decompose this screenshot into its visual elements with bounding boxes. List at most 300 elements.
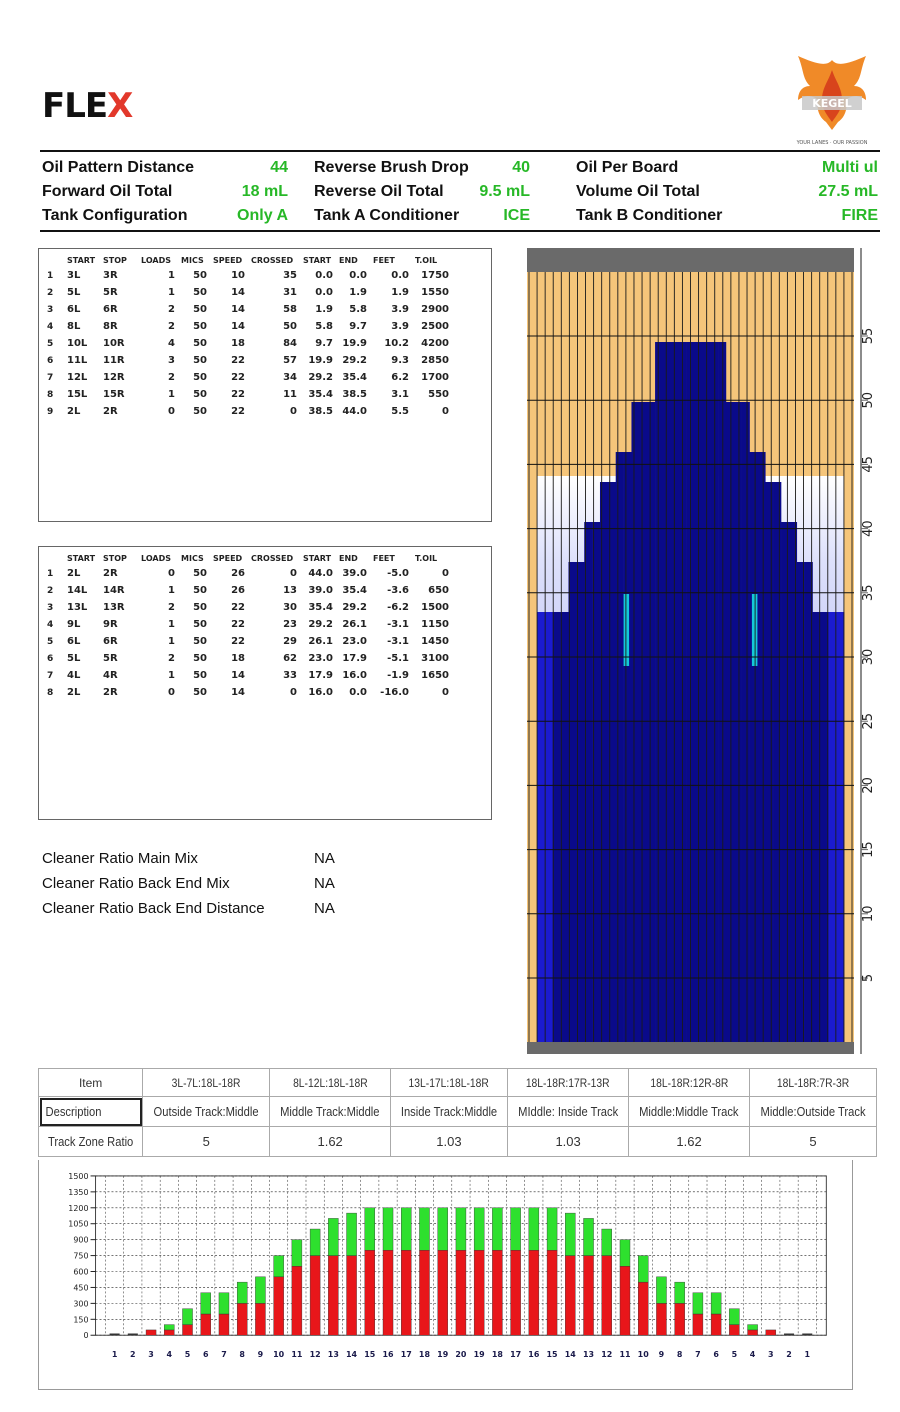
load-column-header [43, 253, 67, 267]
ruler-label: 15 [861, 841, 876, 858]
chart-bar-green [511, 1208, 521, 1250]
chart-bar-red [547, 1250, 557, 1335]
chart-bar-red [328, 1256, 338, 1336]
track-description: Inside Track:Middle [390, 1097, 507, 1127]
load-cell: 29.2 [342, 602, 367, 613]
chart-x-tick-label: 14 [346, 1350, 358, 1360]
chart-bar-red [419, 1250, 429, 1335]
load-cell: 0.0 [349, 270, 367, 281]
chart-y-tick-label: 750 [73, 1251, 89, 1261]
chart-x-tick-label: 5 [731, 1350, 738, 1360]
chart-x-tick-label: 3 [768, 1350, 774, 1360]
load-cell: 22 [231, 389, 245, 400]
cleaner-ratios [42, 846, 335, 921]
load-cell: 50 [193, 636, 207, 647]
load-cell: 50 [193, 406, 207, 417]
info-label: Tank A Conditioner [314, 207, 460, 224]
load-cell: 5.8 [349, 304, 367, 315]
chart-bar-red [602, 1256, 612, 1336]
info-value: Only A [237, 207, 288, 224]
chart-bar-red [164, 1330, 174, 1335]
board-oil-column [781, 522, 789, 1042]
load-cell: 14 [231, 321, 245, 332]
track-header-item: Item [39, 1069, 143, 1097]
load-cell: 23.0 [342, 636, 367, 647]
load-cell: 19.9 [308, 355, 333, 366]
info-label: Forward Oil Total [42, 183, 173, 200]
info-row [40, 204, 880, 228]
chart-y-tick-label: 0 [83, 1331, 89, 1341]
chart-bar-green [219, 1293, 229, 1314]
load-cell: 0 [290, 406, 297, 417]
load-cell: 2900 [421, 304, 449, 315]
chart-x-tick-label: 13 [327, 1350, 339, 1360]
load-cell: 0 [442, 687, 449, 698]
load-cell: 14 [231, 687, 245, 698]
board-oil-column [757, 452, 765, 1042]
chart-x-tick-label: 7 [695, 1350, 701, 1360]
chart-bar-red [383, 1250, 393, 1335]
info-row [40, 156, 880, 180]
track-header: 18L-18R:12R-8R [629, 1069, 750, 1097]
load-cell: 38.5 [308, 406, 333, 417]
chart-bar-green [638, 1256, 648, 1283]
chart-bar-green [656, 1277, 666, 1304]
load-cell: 6R [103, 636, 118, 647]
load-row-number: 6 [47, 355, 54, 366]
ruler-label: 35 [861, 584, 876, 602]
load-row-number: 5 [47, 636, 54, 647]
load-cell: 15R [103, 389, 125, 400]
chart-x-tick-label: 7 [221, 1350, 227, 1360]
load-cell: 0 [442, 406, 449, 417]
board-oil-column [608, 482, 616, 1042]
load-cell: 3 [168, 355, 175, 366]
load-cell: 16.0 [308, 687, 333, 698]
chart-x-tick-label: 14 [564, 1350, 576, 1360]
load-cell: 5.5 [391, 406, 409, 417]
reverse-brush-drop [314, 159, 530, 177]
load-column-header: END [339, 255, 358, 265]
chart-bar-green [711, 1293, 721, 1314]
load-row [43, 616, 455, 633]
load-cell: 1500 [421, 602, 449, 613]
ruler-label: 55 [861, 327, 876, 345]
lane-top-band [527, 248, 854, 272]
load-row-number: 6 [47, 653, 54, 664]
load-cell: 13R [103, 602, 125, 613]
load-cell: 26 [231, 585, 245, 596]
load-row [43, 301, 455, 318]
chart-bar-green [310, 1229, 320, 1256]
load-cell: 17.9 [342, 653, 367, 664]
chart-bar-green [729, 1309, 739, 1325]
load-column-header: STOP [103, 553, 127, 563]
track-ratio: 1.03 [507, 1127, 628, 1157]
load-column-header: MICS [181, 553, 204, 563]
load-row-number: 1 [47, 270, 54, 281]
load-cell: 1.9 [315, 304, 333, 315]
chart-x-tick-label: 10 [637, 1350, 649, 1360]
chart-bar-red [492, 1250, 502, 1335]
board-oil-column [750, 452, 758, 1042]
load-row-number: 4 [47, 619, 54, 630]
load-cell: 11R [103, 355, 125, 366]
load-cell: 4200 [421, 338, 449, 349]
load-cell: 22 [231, 355, 245, 366]
load-cell: 9.7 [315, 338, 333, 349]
load-cell: 0 [442, 568, 449, 579]
board-oil-column [671, 342, 679, 1042]
load-row-number: 8 [47, 389, 54, 400]
load-cell: 0 [168, 568, 175, 579]
chart-bar-red [748, 1330, 758, 1335]
load-cell: 0.0 [315, 270, 333, 281]
load-column-header: LOADS [141, 553, 171, 563]
track-description: Middle:Middle Track [629, 1097, 750, 1127]
chart-bar-red [620, 1266, 630, 1335]
load-row-number: 2 [47, 287, 54, 298]
load-cell: 10.2 [384, 338, 409, 349]
ruler-label: 45 [861, 456, 876, 473]
load-row-number: 1 [47, 568, 54, 579]
load-cell: 18 [231, 338, 245, 349]
load-row-number: 8 [47, 687, 54, 698]
tank-b-conditioner [576, 207, 878, 225]
load-row [43, 267, 455, 284]
chart-x-tick-label: 18 [491, 1350, 503, 1360]
load-cell: 5R [103, 287, 118, 298]
load-cell: 50 [193, 670, 207, 681]
load-cell: 5L [67, 653, 81, 664]
load-cell: 1 [168, 287, 175, 298]
load-row [43, 667, 455, 684]
info-row [40, 180, 880, 204]
board-oil-column [718, 342, 726, 1042]
chart-bar-red [201, 1314, 211, 1335]
board-oil-column [600, 482, 608, 1042]
load-cell: 62 [283, 653, 297, 664]
load-column-header: SPEED [213, 553, 243, 563]
load-row [43, 599, 455, 616]
track-description: Outside Track:Middle [143, 1097, 270, 1127]
load-cell: 1.9 [391, 287, 409, 298]
load-cell: 2R [103, 568, 118, 579]
load-cell: 38.5 [342, 389, 367, 400]
info-label: Tank B Conditioner [576, 207, 723, 224]
chart-x-tick-label: 6 [713, 1350, 719, 1360]
load-cell: 3.1 [391, 389, 409, 400]
load-column-header: START [303, 553, 332, 563]
load-cell: 2L [67, 568, 81, 579]
load-cell: 550 [428, 389, 449, 400]
chart-x-tick-label: 9 [658, 1350, 665, 1360]
track-header: 18L-18R:17R-13R [507, 1069, 628, 1097]
track-zone-table [38, 1068, 877, 1157]
load-column-header [43, 551, 67, 565]
chart-bar-red [584, 1256, 594, 1336]
chart-bar-red [511, 1250, 521, 1335]
chart-bar-green [602, 1229, 612, 1256]
load-cell: 34 [283, 372, 297, 383]
load-cell: 2R [103, 687, 118, 698]
info-value: 9.5 mL [479, 183, 530, 200]
load-row-number: 3 [47, 304, 54, 315]
chart-bar-green [274, 1256, 284, 1277]
board-oil-column [624, 452, 632, 1042]
load-cell: 50 [193, 304, 207, 315]
chart-bar-red [456, 1250, 466, 1335]
load-cell: 35.4 [342, 585, 367, 596]
chart-x-tick-label: 4 [166, 1350, 173, 1360]
chart-bar-red [675, 1303, 685, 1335]
load-cell: 14L [67, 585, 88, 596]
info-label: Oil Per Board [576, 159, 679, 176]
chart-bar-green [456, 1208, 466, 1250]
tank-a-conditioner [314, 207, 530, 225]
load-cell: 18 [231, 653, 245, 664]
load-cell: 12L [67, 372, 88, 383]
chart-y-tick-label: 900 [73, 1235, 89, 1245]
info-value: 44 [270, 159, 288, 176]
chart-x-tick-label: 12 [309, 1350, 321, 1360]
chart-bar-green [584, 1218, 594, 1255]
cleaner-ratio-row [42, 846, 335, 871]
kegel-logo [792, 52, 872, 148]
load-cell: -6.2 [387, 602, 409, 613]
load-cell: 0 [290, 568, 297, 579]
load-cell: 0 [290, 687, 297, 698]
load-cell: -3.1 [387, 619, 409, 630]
load-cell: 4L [67, 670, 81, 681]
load-cell: 1550 [421, 287, 449, 298]
reverse-oil-total [314, 183, 530, 201]
chart-x-tick-label: 5 [184, 1350, 191, 1360]
chart-x-tick-label: 13 [582, 1350, 595, 1360]
load-column-header: LOADS [141, 255, 171, 265]
load-cell: 2 [168, 321, 175, 332]
chart-x-tick-label: 1 [804, 1350, 811, 1360]
load-column-header: START [67, 255, 96, 265]
chart-bar-red [347, 1256, 357, 1336]
load-cell: 5.8 [315, 321, 333, 332]
track-header-row [39, 1069, 877, 1097]
cleaner-ratio-row [42, 896, 335, 921]
lane-oil-graph [527, 248, 854, 1054]
oil-pattern-distance [40, 159, 288, 177]
load-header-row [43, 253, 455, 267]
load-cell: -16.0 [380, 687, 409, 698]
ruler-label: 40 [861, 520, 876, 537]
ruler-label: 10 [861, 905, 876, 923]
chart-bar-green [438, 1208, 448, 1250]
ruler-label: 25 [861, 712, 876, 730]
load-cell: 44.0 [342, 406, 367, 417]
chart-bar-green [164, 1325, 174, 1330]
load-cell: 22 [231, 406, 245, 417]
load-cell: 1 [168, 389, 175, 400]
load-cell: 14 [231, 304, 245, 315]
chart-bar-green [182, 1309, 192, 1325]
load-cell: 6R [103, 304, 118, 315]
load-cell: 26.1 [342, 619, 367, 630]
info-value: 40 [512, 159, 530, 176]
chart-bar-red [365, 1250, 375, 1335]
chart-bar-red [474, 1250, 484, 1335]
board-oil-column [726, 402, 734, 1042]
chart-x-tick-label: 15 [364, 1350, 376, 1360]
chart-bar-green [474, 1208, 484, 1250]
chart-x-tick-label: 10 [273, 1350, 285, 1360]
chart-x-tick-label: 11 [291, 1350, 303, 1360]
load-cell: 9.7 [349, 321, 367, 332]
load-cell: 50 [193, 321, 207, 332]
chart-x-tick-label: 1 [111, 1350, 118, 1360]
load-cell: 4R [103, 670, 118, 681]
load-cell: 50 [193, 568, 207, 579]
lane-distance-ruler [858, 248, 888, 1054]
load-cell: 50 [193, 355, 207, 366]
load-cell: 31 [283, 287, 297, 298]
load-cell: 30 [283, 602, 297, 613]
load-cell: -5.0 [387, 568, 409, 579]
load-cell: 11L [67, 355, 88, 366]
chart-x-tick-label: 12 [601, 1350, 613, 1360]
chart-bar-green [547, 1208, 557, 1250]
load-header-row [43, 551, 455, 565]
load-cell: 50 [283, 321, 297, 332]
load-cell: 1750 [421, 270, 449, 281]
load-column-header: CROSSED [251, 553, 294, 563]
chart-y-tick-label: 600 [73, 1267, 89, 1277]
chart-bar-green [328, 1218, 338, 1255]
chart-bar-green [675, 1282, 685, 1303]
load-cell: 19.9 [342, 338, 367, 349]
load-cell: 2L [67, 406, 81, 417]
load-cell: 84 [283, 338, 297, 349]
load-cell: 0.0 [391, 270, 409, 281]
board-oil-column [639, 402, 647, 1042]
chart-x-tick-label: 15 [546, 1350, 558, 1360]
load-row-number: 3 [47, 602, 54, 613]
ruler-label: 50 [861, 391, 876, 409]
oil-per-board [576, 159, 878, 177]
load-cell: 44.0 [308, 568, 333, 579]
load-cell: 50 [193, 602, 207, 613]
chart-x-tick-label: 18 [418, 1350, 431, 1360]
chart-y-tick-label: 1350 [68, 1187, 89, 1197]
board-oil-column [616, 452, 624, 1042]
info-label: Reverse Oil Total [314, 183, 444, 200]
load-column-header: SPEED [213, 255, 243, 265]
load-column-header: T.OIL [415, 255, 438, 265]
chart-bar-red [766, 1330, 776, 1335]
ruler-label: 5 [861, 973, 876, 983]
board-oil-column [647, 402, 655, 1042]
ruler-label: 30 [861, 648, 876, 666]
load-cell: 22 [231, 602, 245, 613]
load-cell: -1.9 [387, 670, 409, 681]
chart-y-tick-label: 1500 [68, 1171, 89, 1181]
track-ratio: 1.62 [629, 1127, 750, 1157]
load-column-header: START [67, 553, 96, 563]
forward-loads-table [43, 253, 455, 420]
load-cell: 29.2 [308, 372, 333, 383]
load-cell: 17.9 [308, 670, 333, 681]
info-value: FIRE [841, 207, 878, 224]
load-row [43, 318, 455, 335]
chart-x-tick-label: 8 [239, 1350, 245, 1360]
load-cell: 650 [428, 585, 449, 596]
load-cell: 6L [67, 304, 81, 315]
load-cell: -3.6 [387, 585, 409, 596]
load-cell: 22 [231, 372, 245, 383]
load-cell: 3.9 [391, 304, 409, 315]
load-cell: 35.4 [342, 372, 367, 383]
load-cell: 1 [168, 585, 175, 596]
load-cell: 0.0 [349, 687, 367, 698]
chart-x-tick-label: 3 [148, 1350, 154, 1360]
board-oil-bar-chart [38, 1160, 853, 1390]
chart-bar-red [401, 1250, 411, 1335]
chart-bar-green [401, 1208, 411, 1250]
load-column-header: CROSSED [251, 255, 294, 265]
chart-bar-green [565, 1213, 575, 1255]
track-header: 18L-18R:7R-3R [749, 1069, 876, 1097]
load-cell: 9.3 [391, 355, 409, 366]
load-cell: 13 [283, 585, 297, 596]
cleaner-ratio-value: NA [314, 875, 335, 892]
load-cell: 10R [103, 338, 125, 349]
chart-bar-green [292, 1240, 302, 1267]
cleaner-ratio-value: NA [314, 900, 335, 917]
chart-y-tick-label: 1200 [68, 1203, 89, 1213]
chart-bar-red [219, 1314, 229, 1335]
flex-logo: FLEX [42, 86, 133, 126]
chart-y-tick-label: 450 [73, 1283, 89, 1293]
load-column-header: FEET [373, 553, 395, 563]
reverse-loads-table [43, 551, 455, 701]
load-cell: 10 [231, 270, 245, 281]
load-cell: 1450 [421, 636, 449, 647]
chart-bar-green [620, 1240, 630, 1267]
load-cell: 4 [168, 338, 175, 349]
chart-bar-green [201, 1293, 211, 1314]
track-header: 13L-17L:18L-18R [390, 1069, 507, 1097]
load-row [43, 633, 455, 650]
load-cell: -5.1 [387, 653, 409, 664]
load-cell: 57 [283, 355, 297, 366]
load-cell: 22 [231, 636, 245, 647]
load-cell: 50 [193, 389, 207, 400]
load-row-number: 4 [47, 321, 54, 332]
info-value: 18 mL [241, 183, 288, 200]
chart-x-tick-label: 9 [257, 1350, 264, 1360]
load-row [43, 565, 455, 582]
board-oil-column [655, 342, 663, 1042]
track-description: Middle Track:Middle [270, 1097, 391, 1127]
board-oil-column [631, 402, 639, 1042]
load-cell: 15L [67, 389, 88, 400]
chart-bar-green [365, 1208, 375, 1250]
chart-bar-red [693, 1314, 703, 1335]
board-oil-column [765, 482, 773, 1042]
forward-loads-panel [38, 248, 492, 522]
load-cell: 12R [103, 372, 125, 383]
cleaner-ratio-value: NA [314, 850, 335, 867]
load-cell: 1 [168, 636, 175, 647]
chart-bar-red [146, 1330, 156, 1335]
